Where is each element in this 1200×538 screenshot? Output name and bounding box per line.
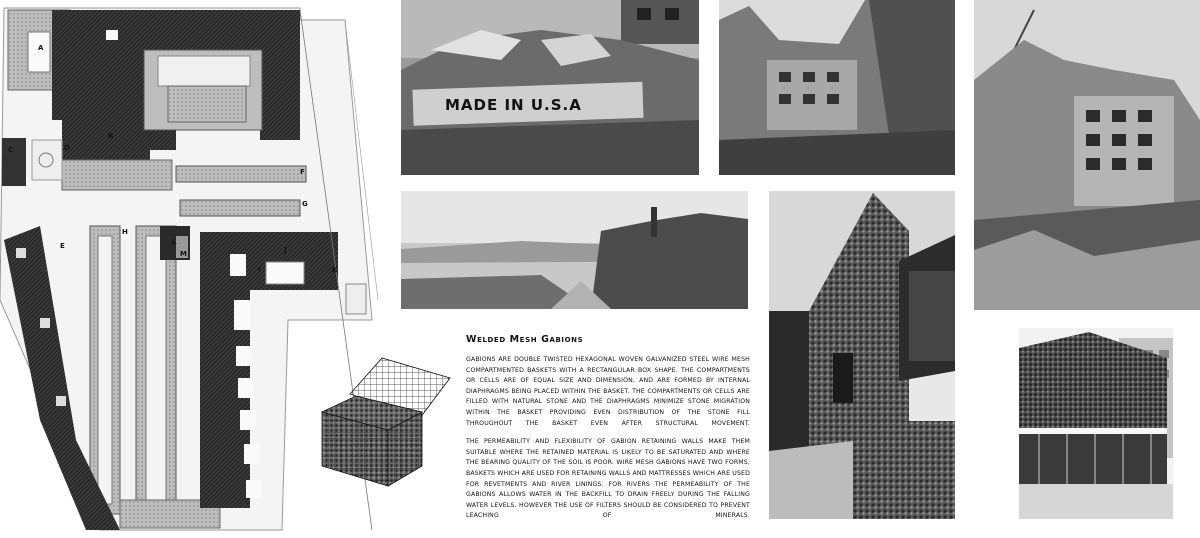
paragraph-gabion-permeability: THE PERMEABILITY AND FLEXIBILITY OF GABION RETAINING WALLS MAKE THEM SUITABLE WHERE THE RETAINED MATERIAL IS LIKELY TO BE SATURATED AND WHERE THE BEARING QUALITY OF THE SOIL IS POOR. WIRE MESH GABIONS HAVE TWO FORMS, BASKETS WHICH ARE USED FOR RETAINING WALLS AND MATTRESSES WHICH ARE USED FOR REVETMENTS AND RIVER LININGS. FOR RIVERS THE PERMEABILITY OF THE GABIONS ALLOWS WATER IN THE BACKFILL TO DRAIN FREELY DURING THE FALLING WATER LEVELS. HOWEVER THE USE OF FILTERS SHOULD BE CONSIDERED TO PREVENT LEACHING OF MINERALS. [466, 438, 750, 520]
plan-label: I [258, 266, 261, 274]
paragraph-gabion-definition: GABIONS ARE DOUBLE TWISTED HEXAGONAL WOVEN GALVANIZED STEEL WIRE MESH COMPARTMENTED BASKETS WITH A RECTANGULAR BOX SHAPE. THE COMPARTMENTS OR CELLS ARE OF EQUAL SIZE AND DIMENSION, AND ARE FORMED BY INTERNAL DIAPHRAGMS BEING PLACED WITHIN THE BASKET. THE COMPARTMENTS OR CELLS ARE FILLED WITH NATURAL STONE AND THE DIAPHRAGMS MINIMIZE STONE MIGRATION WITHIN THE BASKET PROVIDING EVEN DISTRIBUTION OF THE STONE FILL THROUGHOUT THE BASKET EVEN AFTER STRUCTURAL MOVEMENT. [466, 356, 750, 427]
plan-label: D [64, 144, 70, 152]
plan-label: K [332, 266, 338, 274]
plan-label: G [302, 200, 308, 208]
plan-label: A [38, 44, 44, 52]
photo-devastated-landscape [401, 191, 748, 309]
gabion-basket-sketch [310, 354, 452, 494]
plan-label: E [60, 242, 65, 250]
photo-gabion-wall-building [769, 191, 955, 519]
plan-label: C [8, 146, 14, 154]
plan-building-c [2, 138, 26, 186]
section-title: Welded Mesh Gabions [466, 334, 584, 345]
plan-label: H [122, 228, 128, 236]
photo-collapsed-building [719, 0, 955, 175]
photo-collapsed-slab-rubble [401, 0, 699, 175]
photo-gabion-pavilion [1019, 328, 1173, 519]
photo-damaged-tower [974, 0, 1200, 310]
plan-label: L [172, 238, 177, 246]
plan-label: B [108, 132, 114, 140]
rubble-graffiti-text: MADE IN U.S.A [445, 96, 582, 114]
plan-label: M [180, 250, 187, 258]
gabion-description [466, 334, 750, 530]
plan-label: F [300, 168, 305, 176]
plan-label: J [284, 246, 287, 254]
